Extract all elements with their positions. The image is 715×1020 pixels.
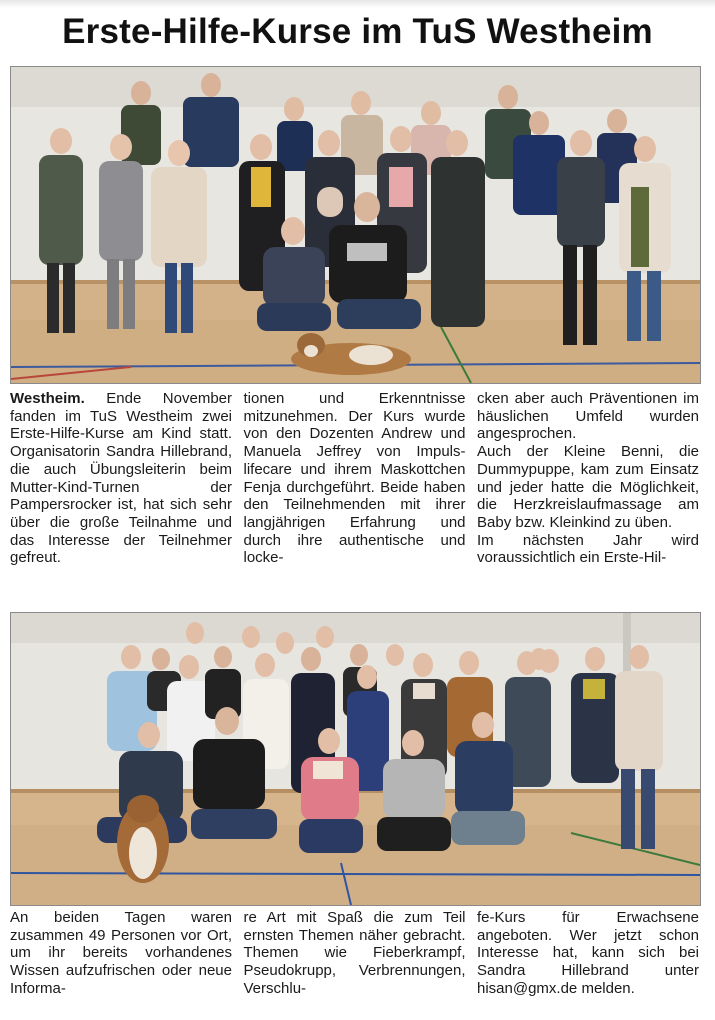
paragraph-course: tionen und Erkenntnisse mitzunehmen. Der Kurs wurde von den Dozenten Andrew und Manuela Jeffrey von Impuls-lifecare und ihrem Maskottchen Fenja durchgeführt. Beide haben den Teilnehmenden mit ihrer langjährigen Erfahrung und durch ihre authentische und locke- xyxy=(243,390,466,567)
article-column-3 xyxy=(477,390,699,567)
paragraph-contact: fe-Kurs für Erwachsene angeboten. Wer jetzt schon Interesse hat, kann sich bei Sandra Hillebrand unter hisan@gmx.de melden. xyxy=(477,909,699,997)
top-edge xyxy=(0,0,715,8)
article-column-2 xyxy=(244,390,466,567)
paragraph-dummy: Auch der Kleine Benni, die Dummypuppe, kam zum Einsatz und jeder hatte die Möglichkeit, die Herzkreislaufmassage am Baby bzw. Kleinkind zu üben. xyxy=(477,443,699,531)
group-photo-1 xyxy=(10,66,701,384)
paragraph-intro: Ende November fanden im TuS Westheim zwei Erste-Hilfe-Kurse am Kind statt. Organisatorin Sandra Hillebrand, die auch Übungsleiterin beim Mutter-Kind-Turnen der Pampersrocker ist, hat sich sehr über die große Teilnahme und das Interesse der Teilnehmer gefreut. xyxy=(10,390,232,567)
paragraph-themes: re Art mit Spaß die zum Teil ernsten Themen näher gebracht. Themen wie Fieberkrampf, Pseudokrupp, Verbrennungen, Verschlu- xyxy=(243,909,466,997)
article-column-6 xyxy=(477,909,699,998)
article-columns-bottom xyxy=(10,909,699,998)
paragraph-next-year: Im nächsten Jahr wird voraussichtlich ein Erste-Hil- xyxy=(477,531,699,567)
paragraph-topics-end: cken aber auch Präventionen im häuslichen Umfeld wurden angesprochen. xyxy=(477,390,699,443)
article-column-4 xyxy=(10,909,232,998)
dateline: Westheim. xyxy=(10,390,85,407)
article-column-5 xyxy=(244,909,466,998)
paragraph-participants: An beiden Tagen waren zusammen 49 Personen vor Ort, um ihr bereits vorhandenes Wissen aufzufrischen oder neue Informa- xyxy=(10,909,232,997)
headline: Erste-Hilfe-Kurse im TuS Westheim xyxy=(62,12,653,51)
group-photo-2 xyxy=(10,612,701,906)
article-column-1 xyxy=(10,390,232,567)
article-columns-top xyxy=(10,390,699,567)
